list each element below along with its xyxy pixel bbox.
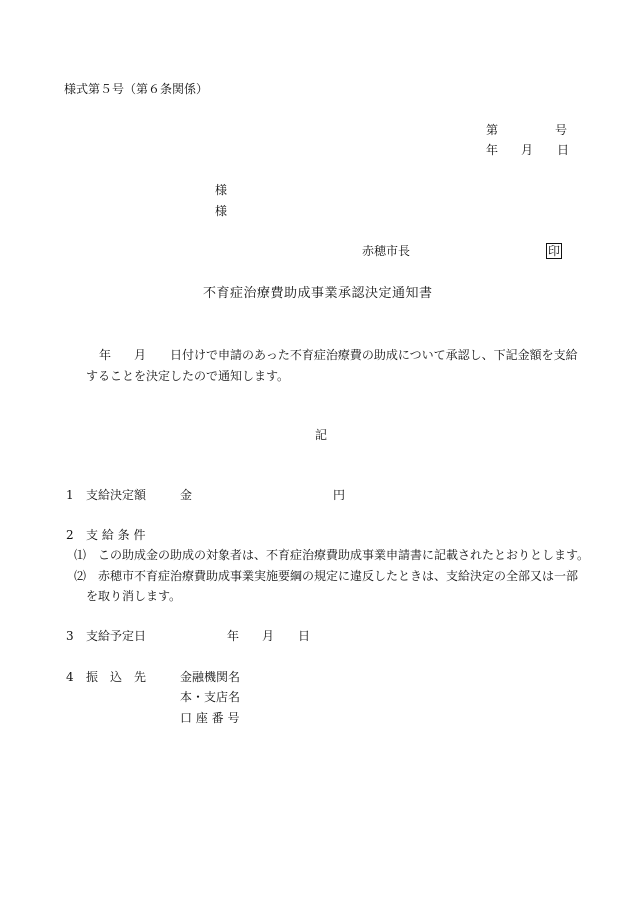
- issue-date-month: 月: [521, 143, 534, 157]
- form-number: 様式第５号（第６条関係）: [64, 82, 209, 96]
- item-3-number: 3: [66, 629, 74, 643]
- body-line-1: 日付けで申請のあった不育症治療費の助成について承認し、下記金額を支給: [170, 348, 578, 362]
- condition-2-text: 赤穂市不育症治療費助成事業実施要綱の規定に違反したときは、支給決定の全部又は一部: [98, 569, 579, 583]
- item-1-number: 1: [66, 488, 74, 502]
- notice-number-suffix: 号: [555, 123, 568, 137]
- addressee-honorific-2: 様: [215, 204, 228, 218]
- item-4-label: 振 込 先: [86, 670, 147, 684]
- condition-2-text-cont: を取り消します。: [86, 589, 182, 603]
- issue-date-year: 年: [486, 143, 499, 157]
- branch-name-label: 本・支店名: [180, 690, 241, 704]
- sender-name: 赤穂市長: [362, 244, 411, 258]
- bank-name-label: 金融機関名: [180, 670, 241, 684]
- item-4-number: 4: [66, 670, 74, 684]
- item-1-kin: 金: [180, 488, 193, 502]
- document-title: 不育症治療費助成事業承認決定通知書: [203, 286, 433, 301]
- issue-date-day: 日: [557, 143, 570, 157]
- item-2-label: 支 給 条 件: [86, 528, 146, 542]
- seal-mark: 印: [548, 244, 561, 258]
- item-1-label: 支給決定額: [86, 488, 147, 502]
- addressee-honorific-1: 様: [215, 183, 228, 197]
- body-line-2: することを決定したので通知します。: [86, 369, 290, 383]
- body-year: 年: [99, 348, 112, 362]
- item-3-day: 日: [298, 629, 311, 643]
- item-1-yen: 円: [333, 488, 346, 502]
- condition-2-number: ⑵: [74, 569, 87, 583]
- account-number-label: 口 座 番 号: [180, 711, 240, 725]
- item-3-year: 年: [227, 629, 240, 643]
- body-month: 月: [134, 348, 147, 362]
- item-2-number: 2: [66, 528, 74, 542]
- ki-heading: 記: [315, 428, 328, 442]
- item-3-label: 支給予定日: [86, 629, 147, 643]
- condition-1-number: ⑴: [74, 548, 87, 562]
- item-3-month: 月: [262, 629, 275, 643]
- notice-number-prefix: 第: [486, 123, 499, 137]
- condition-1-text: この助成金の助成の対象者は、不育症治療費助成事業申請書に記載されたとおりとします。: [98, 548, 590, 562]
